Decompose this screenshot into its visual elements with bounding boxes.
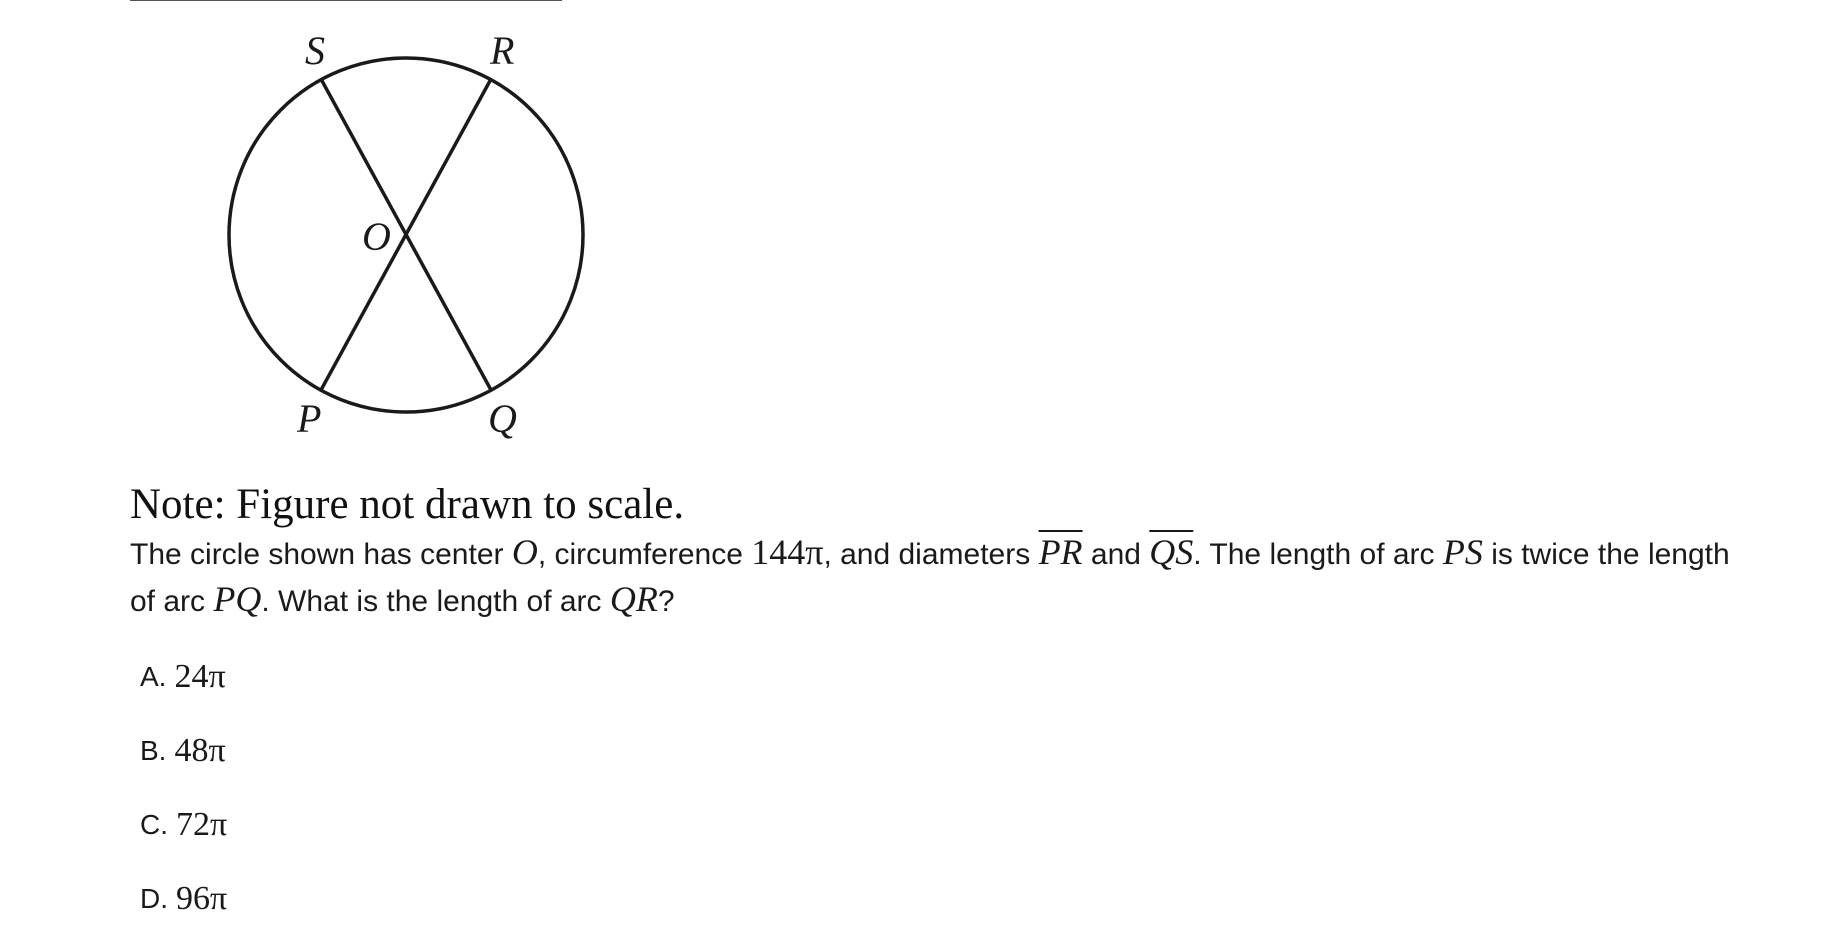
label-s: S (305, 28, 325, 73)
choice-letter: B. (140, 735, 167, 766)
choice-d[interactable] (140, 862, 227, 936)
choice-value: 72π (176, 806, 228, 843)
math-circumference: 144π (751, 532, 824, 572)
label-p: P (297, 396, 322, 441)
choice-c[interactable] (140, 788, 227, 862)
choice-value: 24π (174, 658, 226, 695)
question-text-part: ? (657, 585, 675, 618)
math-arc-pq: PQ (213, 579, 262, 619)
question-text-part: is twice the length of arc (130, 538, 1730, 618)
question-text-part: , and diameters (823, 538, 1039, 571)
choice-letter: D. (140, 883, 168, 914)
question-text-part: The circle shown has center (130, 538, 512, 571)
math-center: O (511, 532, 538, 572)
math-arc-qr: QR (609, 579, 658, 619)
question-text-part: . What is the length of arc (261, 585, 610, 618)
math-diameter-qs: $\overline{QS}$ (1149, 532, 1194, 572)
choice-value: 96π (176, 880, 228, 917)
question-text-part: and (1082, 538, 1150, 571)
question-text (130, 530, 1730, 624)
choice-letter: C. (140, 809, 168, 840)
circle-figure (0, 0, 700, 470)
question-text-part: , circumference (537, 538, 752, 571)
choice-b[interactable] (140, 714, 227, 788)
choice-value: 48π (174, 732, 226, 769)
math-diameter-pr: $\overline{PR}$ (1038, 532, 1083, 572)
choice-a[interactable] (140, 640, 227, 714)
label-o: O (362, 214, 391, 259)
figure-note: Note: Figure not drawn to scale. (130, 481, 685, 528)
choice-letter: A. (140, 661, 167, 692)
question-text-part: . The length of arc (1193, 538, 1443, 571)
label-r: R (490, 28, 515, 73)
answer-choices (140, 640, 227, 936)
math-arc-ps: PS (1442, 532, 1483, 572)
label-q: Q (488, 396, 517, 441)
